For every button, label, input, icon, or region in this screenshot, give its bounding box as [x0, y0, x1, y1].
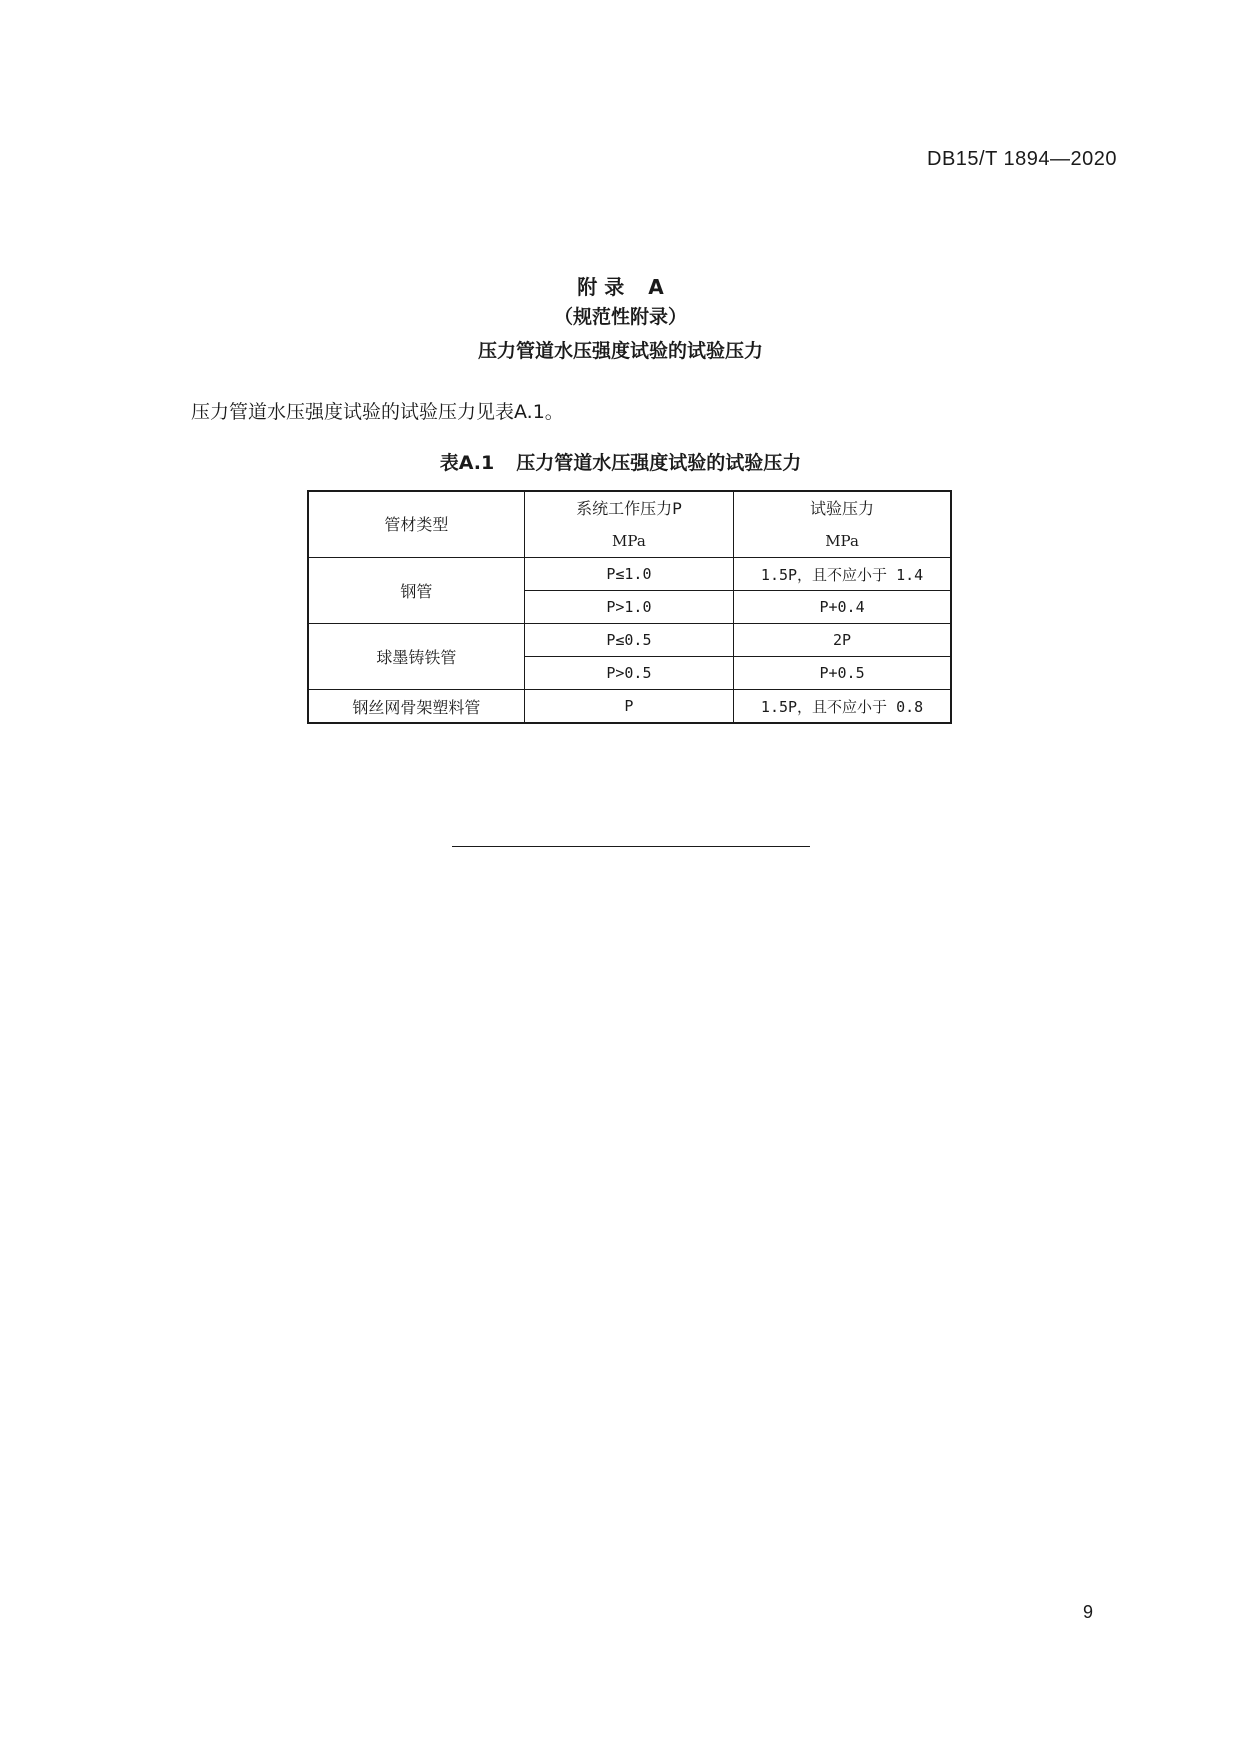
annex-label-word: 附 录 [577, 275, 625, 299]
table-row [308, 624, 951, 657]
header-test-pressure-label: 试验压力 [810, 498, 875, 518]
working-pressure-cell: P≤0.5 [524, 624, 733, 657]
header-working-pressure-unit: MPa [612, 531, 646, 550]
table-row [308, 690, 951, 724]
working-pressure-cell: P>1.0 [524, 591, 733, 624]
table-caption [0, 448, 1241, 475]
table-header-row [308, 491, 951, 558]
pressure-table [307, 490, 952, 724]
test-pressure-cell: 1.5P，且不应小于 1.4 [734, 558, 951, 591]
table-caption-number: 表A.1 [439, 452, 495, 474]
test-pressure-cell: P+0.5 [734, 657, 951, 690]
test-pressure-cell: 1.5P，且不应小于 0.8 [734, 690, 951, 724]
header-test-pressure [734, 491, 951, 558]
table-row [308, 558, 951, 591]
annex-nature: （规范性附录） [553, 306, 687, 328]
material-cell: 球墨铸铁管 [308, 624, 524, 690]
annex-label [0, 271, 1241, 300]
intro-paragraph: 压力管道水压强度试验的试验压力见表A.1。 [191, 401, 564, 423]
test-pressure-cell: P+0.4 [734, 591, 951, 624]
working-pressure-cell: P≤1.0 [524, 558, 733, 591]
header-material: 管材类型 [308, 491, 524, 558]
header-working-pressure-label: 系统工作压力P [576, 498, 682, 518]
page-number: 9 [1082, 1602, 1093, 1622]
working-pressure-cell: P>0.5 [524, 657, 733, 690]
annex-title: 压力管道水压强度试验的试验压力 [477, 340, 763, 362]
table-caption-title: 压力管道水压强度试验的试验压力 [516, 452, 802, 474]
annex-label-letter: A [648, 275, 664, 299]
end-of-document-rule [452, 846, 810, 847]
document-code: DB15/T 1894—2020 [927, 148, 1117, 170]
material-cell: 钢管 [308, 558, 524, 624]
working-pressure-cell: P [524, 690, 733, 724]
material-cell: 钢丝网骨架塑料管 [308, 690, 524, 724]
header-test-pressure-unit: MPa [825, 531, 859, 550]
test-pressure-cell: 2P [734, 624, 951, 657]
header-working-pressure [524, 491, 733, 558]
